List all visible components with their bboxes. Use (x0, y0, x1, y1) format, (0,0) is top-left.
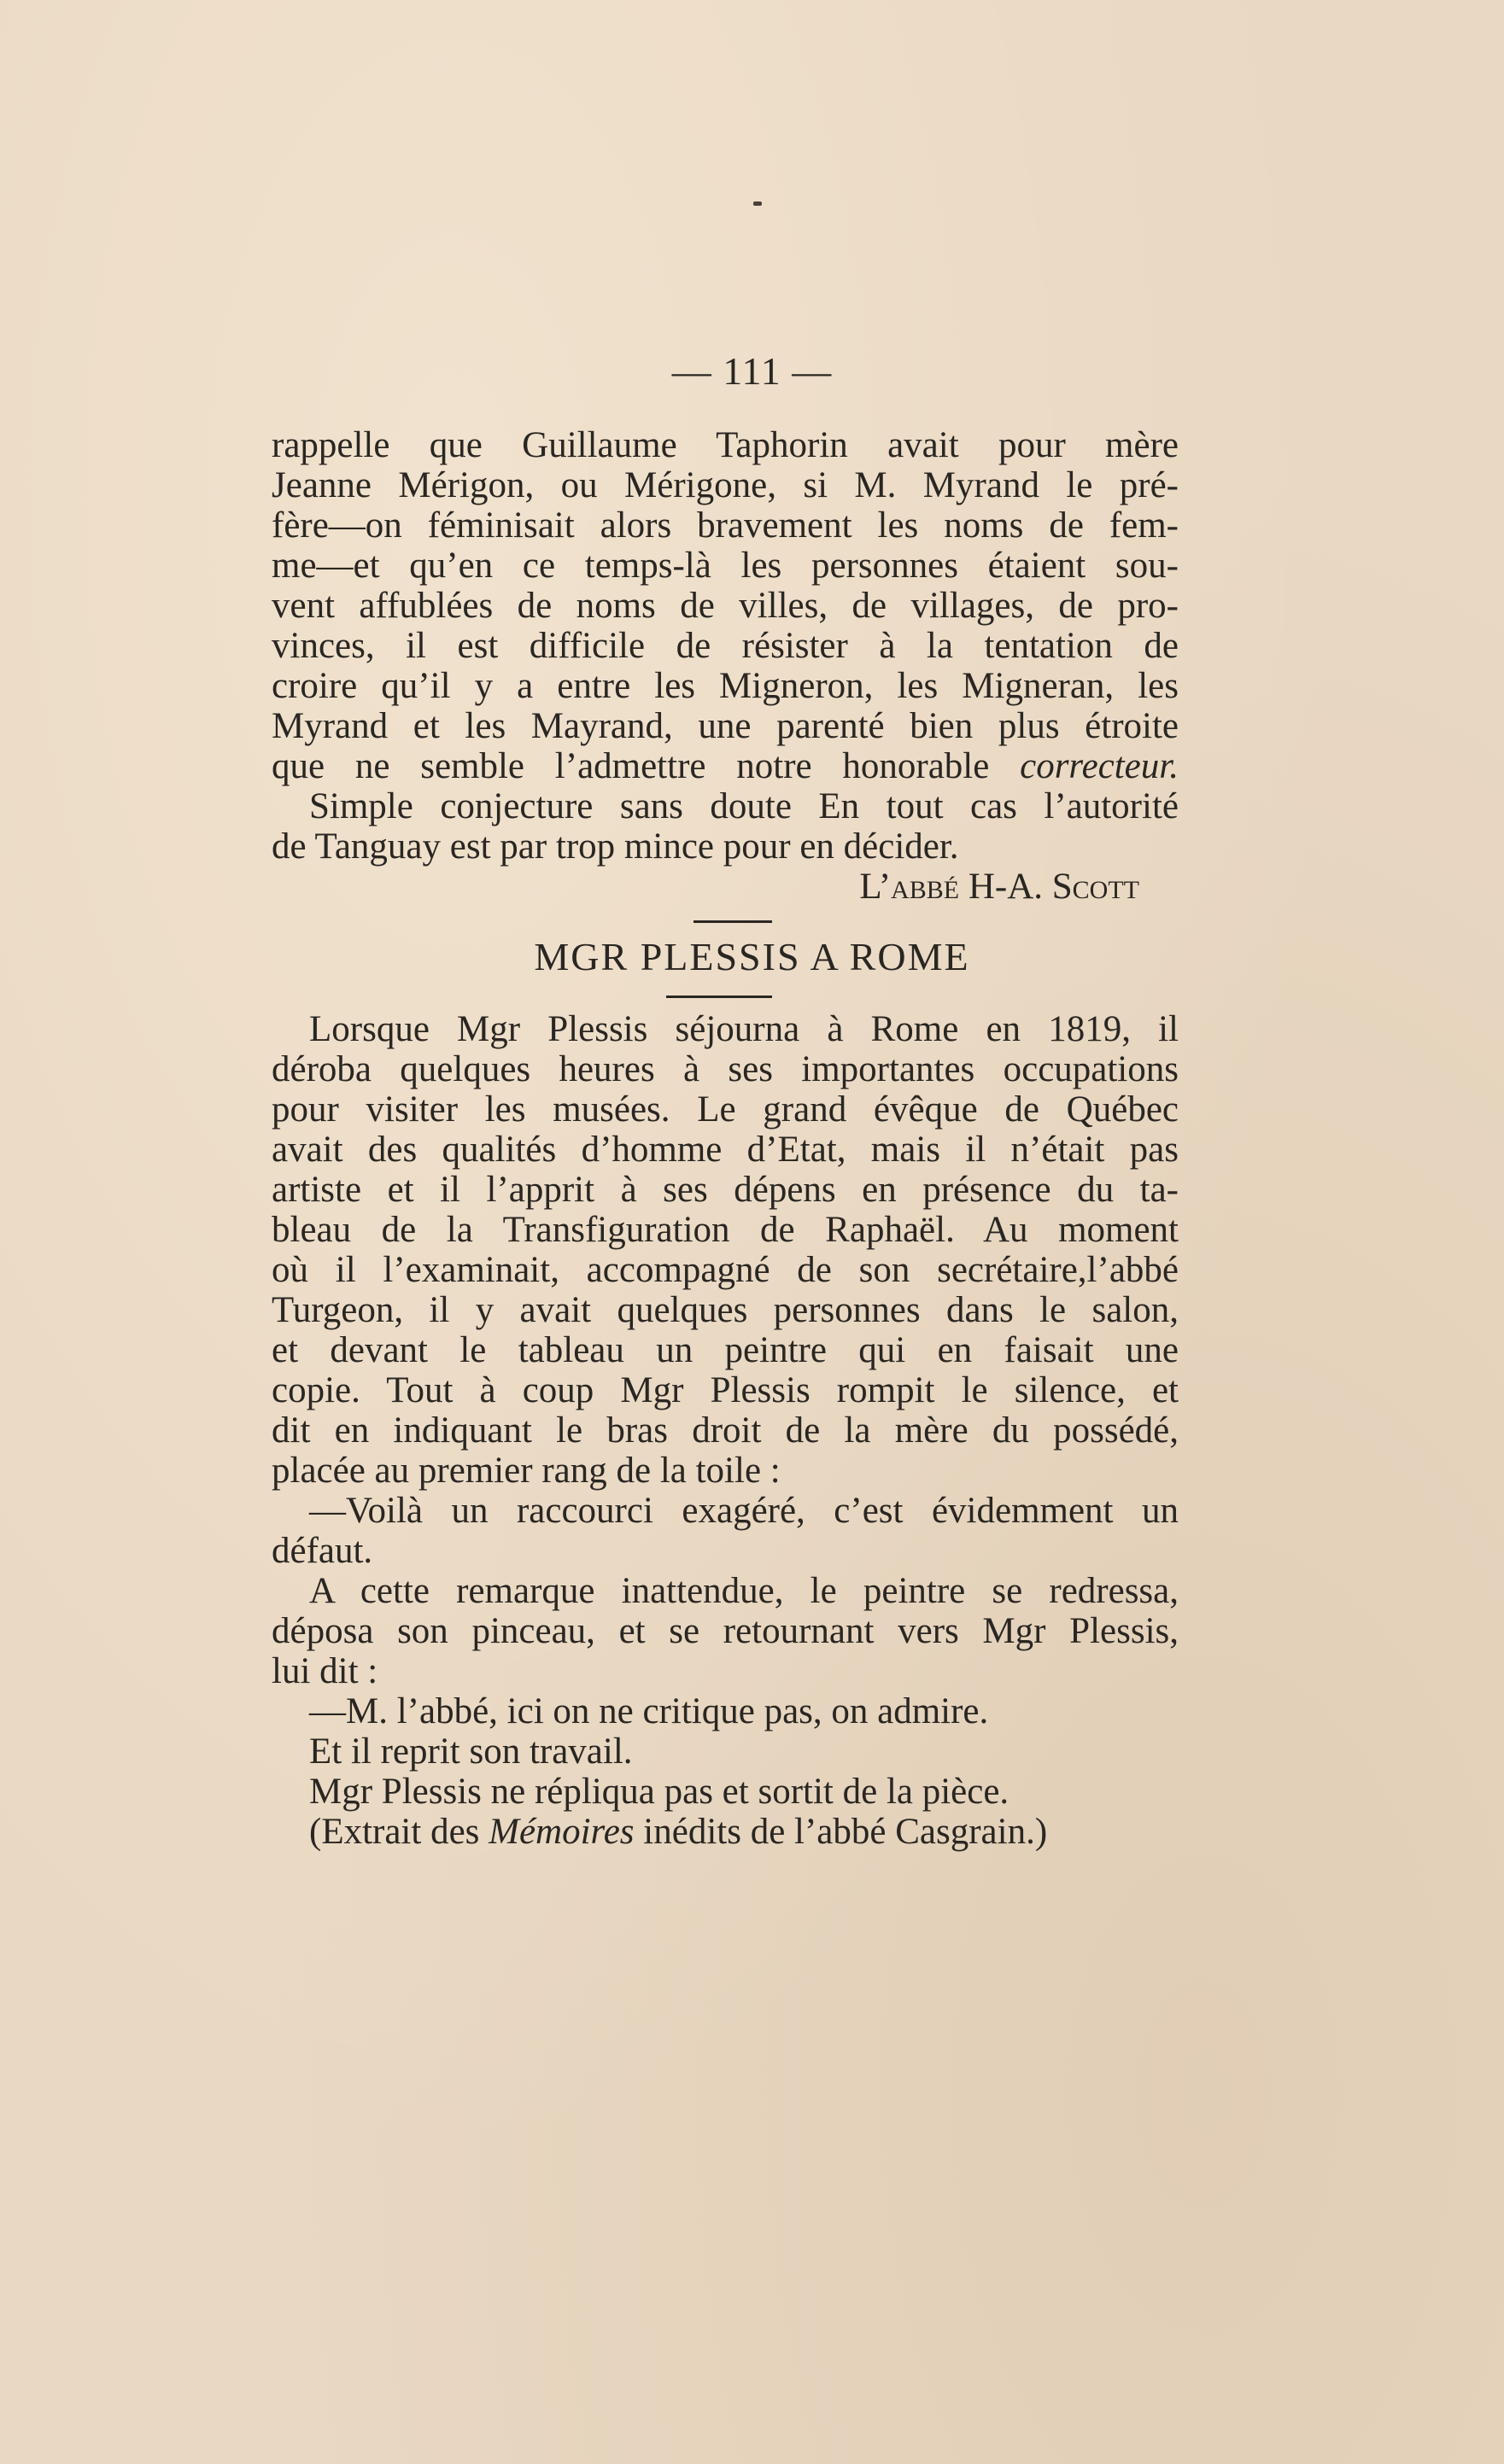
text-line: vent affublées de noms de villes, de villages, de pro- (272, 586, 1179, 626)
text-line: défaut. (272, 1531, 373, 1571)
citation-suffix: inédits de l’abbé Casgrain.) (643, 1812, 1048, 1852)
title-rule-bottom (666, 996, 772, 998)
text-line: pour visiter les musées. Le grand évêque de Québec (272, 1089, 1179, 1130)
text-line: placée au premier rang de la toile : (272, 1451, 781, 1491)
title-rule-top (693, 920, 772, 923)
citation-title: Mémoires (489, 1812, 635, 1852)
text-line: déroba quelques heures à ses importantes occupations (272, 1049, 1179, 1089)
text-line: lui dit : (272, 1651, 378, 1691)
section-title: MGR PLESSIS A ROME (534, 935, 970, 978)
text-line: Mgr Plessis ne répliqua pas et sortit de la pièce. (309, 1772, 1009, 1812)
text-line-main: que ne semble l’admettre notre honorable (272, 746, 990, 786)
text-line: A cette remarque inattendue, le peintre se redressa, (309, 1571, 1179, 1611)
text-line: rappelle que Guillaume Taphorin avait pour mère (272, 425, 1179, 465)
anecdote-paragraph (272, 1009, 1179, 1852)
author-signature: L’abbé H-A. Scott (859, 867, 1139, 907)
text-line: Myrand et les Mayrand, une parenté bien plus étroite (272, 706, 1179, 746)
text-line: Turgeon, il y avait quelques personnes dans le salon, (272, 1290, 1179, 1330)
text-line: croire qu’il y a entre les Migneron, les Migneran, les (272, 666, 1179, 706)
text-line: Et il reprit son travail. (309, 1731, 633, 1772)
text-line: déposa son pinceau, et se retournant vers Mgr Plessis, (272, 1611, 1179, 1651)
text-line: —M. l’abbé, ici on ne critique pas, on admire. (309, 1691, 989, 1731)
source-citation (272, 1812, 1179, 1852)
text-line: me—et qu’en ce temps-là les personnes étaient sou- (272, 546, 1179, 586)
italic-word: correcteur. (1020, 746, 1179, 786)
text-line: dit en indiquant le bras droit de la mère du possédé, (272, 1410, 1179, 1451)
text-line: copie. Tout à coup Mgr Plessis rompit le silence, et (272, 1370, 1179, 1410)
citation-prefix: (Extrait des (309, 1812, 480, 1852)
text-line: Simple conjecture sans doute En tout cas l’autorité (309, 786, 1179, 826)
text-line: Lorsque Mgr Plessis séjourna à Rome en 1819, il (309, 1009, 1179, 1049)
text-line: avait des qualités d’homme d’Etat, mais il n’était pas (272, 1130, 1179, 1170)
text-line: —Voilà un raccourci exagéré, c’est évidemment un (309, 1491, 1179, 1531)
page-number: — 111 — (671, 349, 833, 393)
text-line: Jeanne Mérigon, ou Mérigone, si M. Myrand le pré- (272, 465, 1179, 505)
text-line: vinces, il est difficile de résister à la tentation de (272, 626, 1179, 666)
text-line: bleau de la Transfiguration de Raphaël. Au moment (272, 1210, 1179, 1250)
text-line: de Tanguay est par trop mince pour en décider. (272, 826, 959, 867)
text-line: où il l’examinait, accompagné de son secrétaire,l’abbé (272, 1250, 1179, 1290)
text-line: et devant le tableau un peintre qui en faisait une (272, 1330, 1179, 1370)
text-line (272, 746, 1179, 786)
continued-paragraph (272, 425, 1179, 907)
ink-speck (753, 201, 762, 206)
text-line: artiste et il l’apprit à ses dépens en présence du ta- (272, 1170, 1179, 1210)
text-line: fère—on féminisait alors bravement les noms de fem- (272, 505, 1179, 546)
